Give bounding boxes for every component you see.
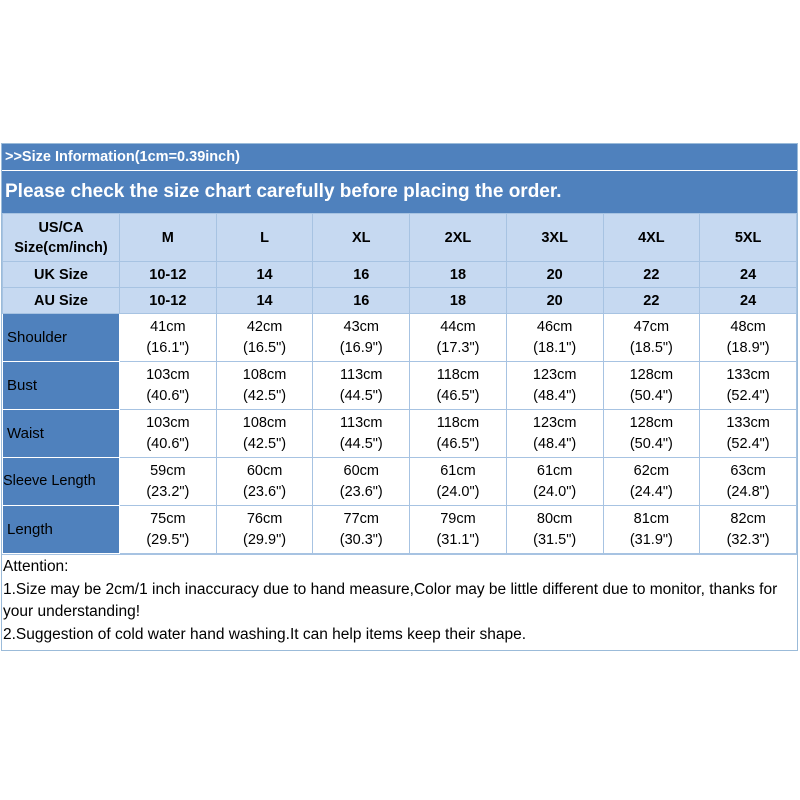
uk-size-value: 24 — [700, 262, 797, 288]
cm-value: 123cm — [532, 414, 577, 431]
measurement-label: Shoulder — [3, 314, 120, 362]
cm-value: 42cm — [246, 318, 283, 335]
header-row — [3, 214, 797, 262]
size-col-header: XL — [313, 214, 410, 262]
measurement-row — [3, 314, 797, 362]
measurement-cell — [313, 362, 410, 410]
cm-value: 60cm — [246, 462, 283, 479]
au-size-value: 24 — [700, 288, 797, 314]
measurement-cell — [216, 506, 313, 554]
measurement-cell — [506, 410, 603, 458]
measurement-cell — [313, 314, 410, 362]
inch-value: (18.5") — [629, 339, 673, 356]
measurement-cell — [120, 506, 217, 554]
au-size-value: 14 — [216, 288, 313, 314]
uk-size-value: 18 — [410, 262, 507, 288]
measurement-cell — [313, 410, 410, 458]
measurement-cell — [120, 314, 217, 362]
inch-value: (16.1") — [146, 339, 190, 356]
cm-value: 103cm — [146, 366, 190, 383]
measurement-cell — [410, 410, 507, 458]
inch-value: (46.5") — [436, 387, 480, 404]
measurement-cell — [216, 314, 313, 362]
au-size-value: 10-12 — [120, 288, 217, 314]
inch-value: (32.3") — [726, 531, 770, 548]
inch-value: (50.4") — [629, 435, 673, 452]
measurement-label: Bust — [3, 362, 120, 410]
inch-value: (24.0") — [533, 483, 577, 500]
size-col-header: 3XL — [506, 214, 603, 262]
cm-value: 133cm — [726, 414, 770, 431]
measurement-label: Sleeve Length — [3, 458, 120, 506]
uk-size-value: 16 — [313, 262, 410, 288]
measurement-cell — [410, 506, 507, 554]
inch-value: (23.6") — [339, 483, 383, 500]
cm-value: 123cm — [532, 366, 577, 383]
measurement-cell — [603, 410, 700, 458]
measurement-label: Waist — [3, 410, 120, 458]
uk-size-value: 14 — [216, 262, 313, 288]
size-col-header: 5XL — [700, 214, 797, 262]
cm-value: 128cm — [629, 414, 674, 431]
size-col-header: L — [216, 214, 313, 262]
measurement-cell — [506, 362, 603, 410]
attention-note-1: 1.Size may be 2cm/1 inch inaccuracy due to hand measure,Color may be little different due to monitor, thanks for your understanding! — [3, 580, 778, 620]
uk-size-value: 10-12 — [120, 262, 217, 288]
measurement-cell — [506, 506, 603, 554]
measurement-cell — [603, 362, 700, 410]
inch-value: (16.5") — [243, 339, 287, 356]
inch-value: (17.3") — [436, 339, 480, 356]
inch-value: (24.0") — [436, 483, 480, 500]
measurement-row — [3, 506, 797, 554]
cm-value: 44cm — [440, 318, 476, 335]
inch-value: (42.5") — [243, 387, 287, 404]
measurement-row — [3, 410, 797, 458]
measurement-cell — [120, 362, 217, 410]
measurement-cell — [410, 458, 507, 506]
measurement-cell — [700, 362, 797, 410]
measurement-cell — [410, 314, 507, 362]
size-chart-notice: Please check the size chart carefully before placing the order. — [2, 171, 797, 213]
measurement-cell — [700, 458, 797, 506]
measurement-cell — [700, 314, 797, 362]
measurement-cell — [313, 458, 410, 506]
attention-note-2: 2.Suggestion of cold water hand washing.It can help items keep their shape. — [3, 625, 527, 643]
inch-value: (40.6") — [146, 387, 190, 404]
cm-value: 41cm — [150, 318, 186, 335]
us-ca-label-line2: Size(cm/inch) — [14, 239, 108, 256]
inch-value: (31.1") — [436, 531, 480, 548]
cm-value: 108cm — [242, 414, 287, 431]
cm-value: 113cm — [340, 414, 383, 431]
cm-value: 60cm — [343, 462, 379, 479]
cm-value: 80cm — [536, 510, 573, 527]
size-info-title: >>Size Information(1cm=0.39inch) — [2, 144, 797, 171]
cm-value: 77cm — [343, 510, 379, 527]
inch-value: (18.9") — [726, 339, 770, 356]
measurement-cell — [700, 410, 797, 458]
measurement-cell — [120, 458, 217, 506]
cm-value: 103cm — [146, 414, 190, 431]
cm-value: 46cm — [536, 318, 573, 335]
uk-size-value: 20 — [506, 262, 603, 288]
measurement-row — [3, 362, 797, 410]
inch-value: (24.8") — [726, 483, 770, 500]
measurement-label: Length — [3, 506, 120, 554]
cm-value: 133cm — [726, 366, 770, 383]
cm-value: 59cm — [150, 462, 186, 479]
inch-value: (44.5") — [339, 387, 383, 404]
inch-value: (23.6") — [243, 483, 287, 500]
measurement-cell — [506, 458, 603, 506]
us-ca-size-label — [3, 214, 120, 262]
inch-value: (40.6") — [146, 435, 190, 452]
measurement-cell — [313, 506, 410, 554]
cm-value: 82cm — [730, 510, 766, 527]
inch-value: (29.5") — [146, 531, 190, 548]
cm-value: 113cm — [340, 366, 383, 383]
cm-value: 47cm — [633, 318, 670, 335]
au-size-value: 18 — [410, 288, 507, 314]
measurement-cell — [700, 506, 797, 554]
inch-value: (44.5") — [339, 435, 383, 452]
cm-value: 108cm — [242, 366, 287, 383]
measurement-cell — [216, 362, 313, 410]
inch-value: (46.5") — [436, 435, 480, 452]
us-ca-label-line1: US/CA — [38, 219, 84, 236]
inch-value: (30.3") — [339, 531, 383, 548]
measurement-cell — [120, 410, 217, 458]
cm-value: 43cm — [343, 318, 379, 335]
cm-value: 128cm — [629, 366, 674, 383]
size-table — [2, 213, 797, 554]
inch-value: (42.5") — [243, 435, 287, 452]
attention-heading: Attention: — [3, 558, 69, 575]
inch-value: (48.4") — [533, 387, 577, 404]
cm-value: 81cm — [633, 510, 670, 527]
inch-value: (24.4") — [629, 483, 673, 500]
cm-value: 61cm — [440, 462, 476, 479]
cm-value: 118cm — [436, 414, 480, 431]
au-size-value: 20 — [506, 288, 603, 314]
au-size-value: 16 — [313, 288, 410, 314]
uk-size-label: UK Size — [3, 262, 120, 288]
inch-value: (16.9") — [339, 339, 383, 356]
inch-value: (31.5") — [533, 531, 577, 548]
measurement-cell — [603, 314, 700, 362]
inch-value: (52.4") — [726, 435, 770, 452]
measurement-cell — [216, 458, 313, 506]
size-col-header: 2XL — [410, 214, 507, 262]
measurement-cell — [506, 314, 603, 362]
size-chart — [1, 143, 798, 651]
cm-value: 63cm — [730, 462, 766, 479]
measurement-cell — [410, 362, 507, 410]
cm-value: 61cm — [536, 462, 573, 479]
cm-value: 75cm — [150, 510, 186, 527]
uk-size-row — [3, 262, 797, 288]
inch-value: (23.2") — [146, 483, 190, 500]
measurement-cell — [603, 506, 700, 554]
inch-value: (52.4") — [726, 387, 770, 404]
au-size-label: AU Size — [3, 288, 120, 314]
inch-value: (18.1") — [533, 339, 577, 356]
inch-value: (29.9") — [243, 531, 287, 548]
cm-value: 48cm — [730, 318, 766, 335]
size-col-header: 4XL — [603, 214, 700, 262]
uk-size-value: 22 — [603, 262, 700, 288]
measurement-cell — [216, 410, 313, 458]
cm-value: 76cm — [246, 510, 283, 527]
measurement-cell — [603, 458, 700, 506]
cm-value: 62cm — [633, 462, 670, 479]
inch-value: (50.4") — [629, 387, 673, 404]
size-col-header: M — [120, 214, 217, 262]
inch-value: (31.9") — [629, 531, 673, 548]
attention-notes — [2, 554, 797, 650]
inch-value: (48.4") — [533, 435, 577, 452]
au-size-row — [3, 288, 797, 314]
measurement-row — [3, 458, 797, 506]
cm-value: 118cm — [436, 366, 480, 383]
cm-value: 79cm — [440, 510, 476, 527]
au-size-value: 22 — [603, 288, 700, 314]
